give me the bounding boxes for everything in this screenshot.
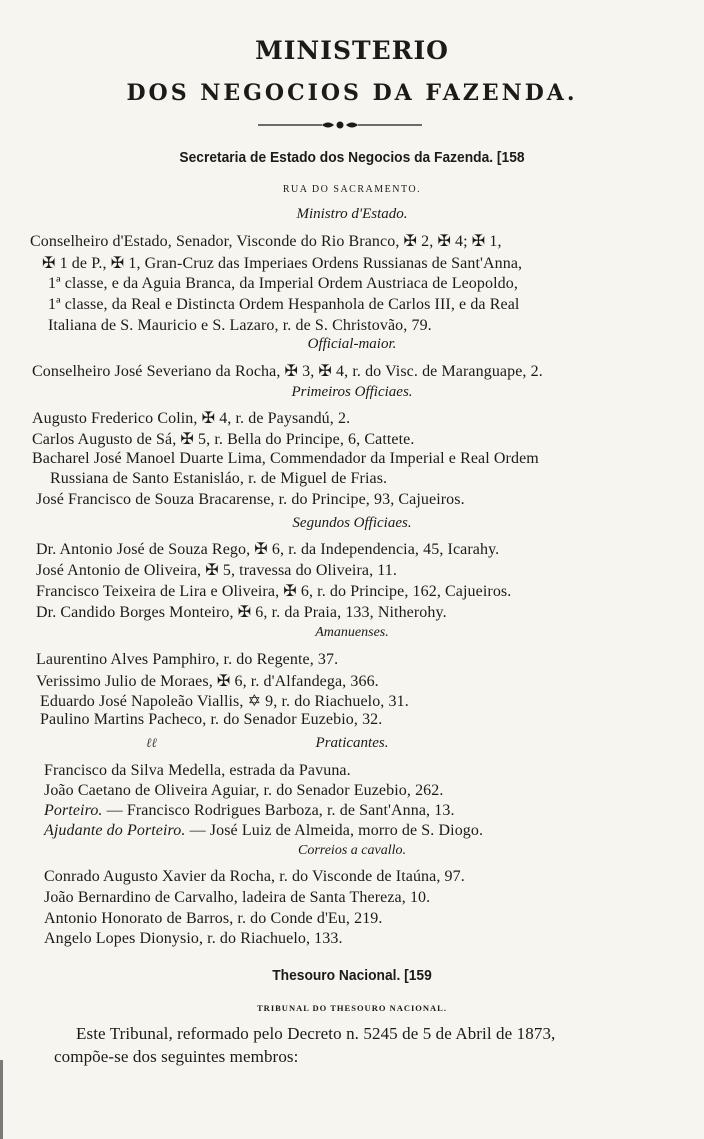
porteiro-text: — Francisco Rodrigues Barboza, r. de Sant'Anna, 13. — [102, 802, 455, 819]
amanuenses-line: Laurentino Alves Pamphiro, r. do Regente, 37. — [36, 651, 339, 668]
segundos-line: Dr. Candido Borges Monteiro, ✠ 6, r. da Praia, 133, Nitherohy. — [36, 604, 447, 621]
primeiros-line: Carlos Augusto de Sá, ✠ 5, r. Bella do Principe, 6, Cattete. — [32, 431, 415, 448]
correios-line: Antonio Honorato de Barros, r. do Conde d'Eu, 219. — [44, 910, 383, 927]
segundos-line: José Antonio de Oliveira, ✠ 5, travessa do Oliveira, 11. — [36, 562, 398, 579]
margin-pencil-mark: ℓℓ — [146, 735, 157, 750]
ministro-line: Conselheiro d'Estado, Senador, Visconde do Rio Branco, ✠ 2, ✠ 4; ✠ 1, — [30, 233, 502, 250]
official-maior-label: Official-maior. — [307, 336, 397, 352]
ministro-line: 1ª classe, e da Aguia Branca, da Imperial Ordem Austriaca de Leopoldo, — [48, 275, 518, 292]
primeiros-line: Russiana de Santo Estanisláo, r. de Miguel de Frias. — [50, 470, 388, 487]
thesouro-heading: Thesouro Nacional. [159 — [272, 967, 432, 984]
ministry-subtitle: DOS NEGOCIOS DA FAZENDA. — [126, 80, 578, 106]
ministro-line: ✠ 1 de P., ✠ 1, Gran-Cruz das Imperiaes Ordens Russianas de Sant'Anna, — [42, 255, 523, 272]
ministro-line: 1ª classe, da Real e Distincta Ordem Hespanhola de Carlos III, e da Real — [48, 296, 520, 313]
segundos-line: Dr. Antonio José de Souza Rego, ✠ 6, r. da Independencia, 45, Icarahy. — [36, 541, 500, 558]
primeiros-line: Bacharel José Manoel Duarte Lima, Commendador da Imperial e Real Ordem — [32, 450, 539, 467]
porteiro-label: Porteiro. — [44, 802, 103, 819]
ministro-label: Ministro d'Estado. — [296, 206, 408, 222]
correios-line: Angelo Lopes Dionysio, r. do Riachuelo, 133. — [44, 930, 343, 947]
page-edge-shadow — [0, 1060, 3, 1139]
secretaria-heading: Secretaria de Estado dos Negocios da Fazenda. [158 — [179, 149, 525, 166]
primeiros-line: Augusto Frederico Colin, ✠ 4, r. de Paysandú, 2. — [32, 410, 351, 427]
segundos-label: Segundos Officiaes. — [292, 515, 412, 531]
thesouro-paragraph-line: Este Tribunal, reformado pelo Decreto n. 5245 de 5 de Abril de 1873, — [76, 1024, 556, 1043]
amanuenses-line: Paulino Martins Pacheco, r. do Senador Euzebio, 32. — [40, 711, 383, 728]
ministro-line: Italiana de S. Mauricio e S. Lazaro, r. de S. Christovão, 79. — [48, 317, 432, 334]
ornament-divider — [258, 120, 422, 130]
official-maior-line: Conselheiro José Severiano da Rocha, ✠ 3, ✠ 4, r. do Visc. de Maranguape, 2. — [32, 363, 543, 380]
correios-line: João Bernardino de Carvalho, ladeira de Santa Thereza, 10. — [44, 889, 431, 906]
praticantes-line: João Caetano de Oliveira Aguiar, r. do Senador Euzebio, 262. — [44, 782, 444, 799]
primeiros-label: Primeiros Officiaes. — [291, 384, 413, 400]
ministry-title: MINISTERIO — [255, 36, 449, 65]
ajudante-text: — José Luiz de Almeida, morro de S. Diogo. — [185, 822, 484, 839]
amanuenses-line: Verissimo Julio de Moraes, ✠ 6, r. d'Alfandega, 366. — [36, 673, 379, 690]
correios-line: Conrado Augusto Xavier da Rocha, r. do Visconde de Itaúna, 97. — [44, 868, 465, 885]
amanuenses-label: Amanuenses. — [315, 625, 389, 640]
primeiros-line: José Francisco de Souza Bracarense, r. do Principe, 93, Cajueiros. — [36, 491, 465, 508]
praticantes-label: Praticantes. — [315, 735, 389, 751]
correios-label: Correios a cavallo. — [298, 843, 406, 858]
ajudante-line — [44, 822, 483, 840]
praticantes-line: Francisco da Silva Medella, estrada da Pavuna. — [44, 762, 351, 779]
ajudante-label: Ajudante do Porteiro. — [44, 822, 186, 839]
amanuenses-line: Eduardo José Napoleão Viallis, ✡ 9, r. do Riachuelo, 31. — [40, 693, 409, 710]
segundos-line: Francisco Teixeira de Lira e Oliveira, ✠ 6, r. do Principe, 162, Cajueiros. — [36, 583, 512, 600]
secretaria-address: RUA DO SACRAMENTO. — [282, 184, 422, 195]
thesouro-paragraph-line: compõe-se dos seguintes membros: — [54, 1047, 299, 1066]
porteiro-line — [44, 802, 455, 820]
thesouro-subheading: TRIBUNAL DO THESOURO NACIONAL. — [257, 1003, 447, 1013]
